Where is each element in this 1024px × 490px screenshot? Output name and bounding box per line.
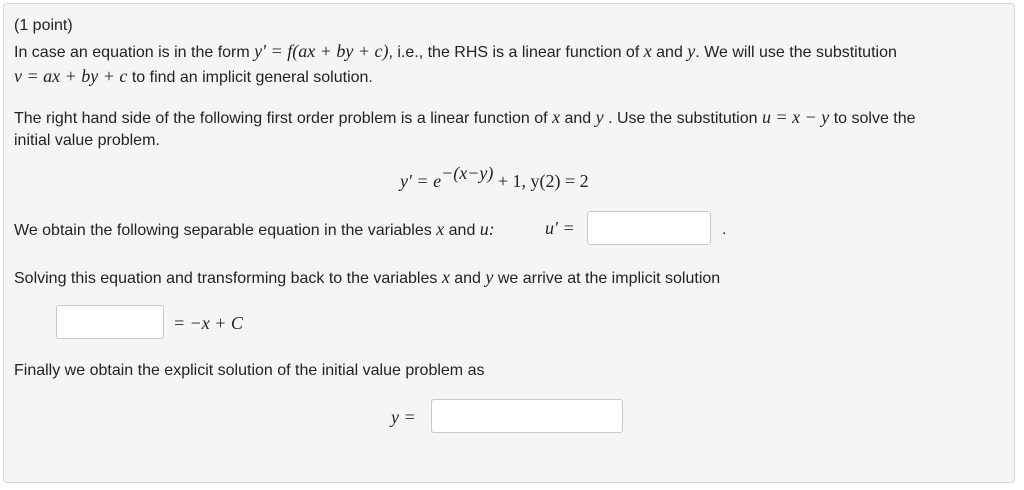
implicit-solution-input[interactable] (56, 305, 164, 339)
intro-text-b: , i.e., the RHS is a linear function of (388, 44, 644, 61)
para2-line-1 (14, 107, 916, 129)
para2-text-b: . Use the substitution (603, 110, 762, 127)
separable-period: . (722, 221, 727, 238)
explicit-label: y = (391, 407, 416, 427)
ode-rhs: + 1, y(2) = 2 (493, 171, 589, 191)
solve-var-x: x (441, 267, 450, 287)
solve-line (14, 267, 720, 289)
intro-line-2 (14, 66, 373, 88)
separable-input[interactable] (587, 211, 711, 245)
intro-var-x: x (643, 41, 652, 61)
intro-equation-form: y′ = f(ax + by + c) (254, 41, 389, 61)
separable-eq-label: u′ = (545, 218, 575, 238)
intro-and: and (651, 44, 688, 61)
para2-var-y: y (595, 107, 604, 127)
para2-substitution: u = x − y (761, 107, 830, 127)
ode-equation (400, 162, 589, 193)
sep-var-u: u: (479, 219, 495, 239)
para2-line-2: initial value problem. (14, 132, 160, 149)
points-label: (1 point) (14, 17, 73, 34)
sep-var-x: x (436, 219, 445, 239)
solve-text-a: Solving this equation and transforming back to the variables (14, 270, 442, 287)
separable-line (14, 219, 495, 241)
intro-text-a: In case an equation is in the form (14, 44, 255, 61)
intro-var-y: y (687, 41, 696, 61)
sep-and: and (444, 222, 480, 239)
ode-exponent: −(x−y) (441, 162, 494, 183)
solve-text-b: we arrive at the implicit solution (493, 270, 721, 287)
sep-text-a: We obtain the following separable equation in the variables (14, 222, 437, 239)
solve-and: and (449, 270, 486, 287)
intro-text-d: to find an implicit general solution. (127, 69, 373, 86)
solve-var-y: y (485, 267, 494, 287)
intro-text-c: . We will use the substitution (695, 44, 897, 61)
intro-substitution: v = ax + by + c (14, 66, 128, 86)
final-text: Finally we obtain the explicit solution of the initial value problem as (14, 362, 485, 379)
intro-line-1 (14, 41, 897, 63)
problem-panel (3, 3, 1015, 483)
para2-var-x: x (552, 107, 561, 127)
ode-lhs: y′ = e (400, 171, 442, 191)
explicit-solution-input[interactable] (431, 399, 623, 433)
para2-text-a: The right hand side of the following first order problem is a linear function of (14, 110, 553, 127)
para2-text-c: to solve the (829, 110, 916, 127)
implicit-rhs: = −x + C (173, 313, 243, 333)
para2-and: and (560, 110, 596, 127)
